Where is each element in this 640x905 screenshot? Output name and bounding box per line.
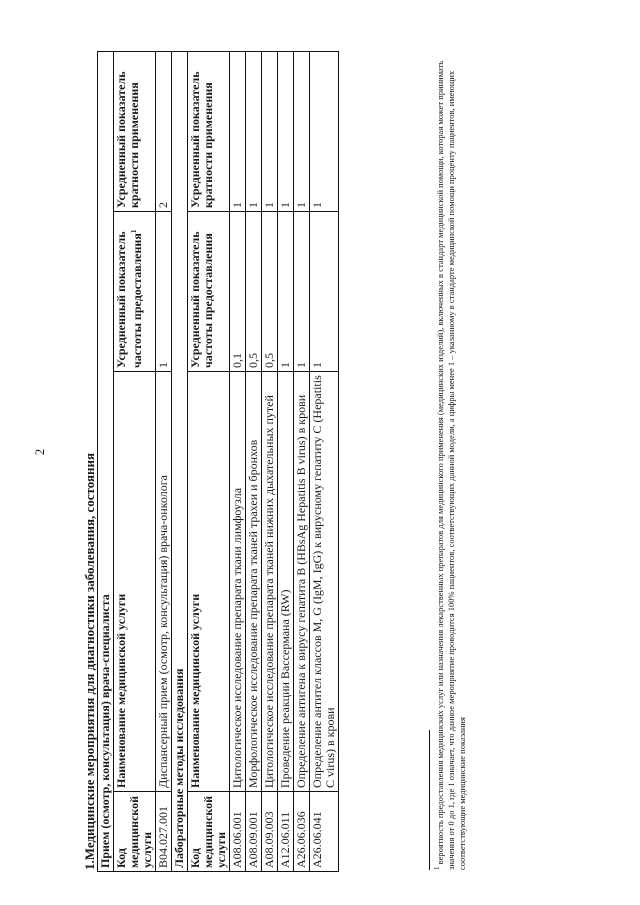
section-title: 1.Медицинские мероприятия для диагностики заболевания, состояния [82,452,97,870]
service-name: Определение антител классов M, G (IgM, IgG) к вирусному гепатиту C (Hepatitis C virus) в крови [310,372,339,792]
service-frequency: 0,1 [230,212,246,372]
table-row [278,51,294,871]
service-frequency: 1 [310,212,339,372]
service-multiplicity: 1 [230,51,246,211]
table-section-row [98,51,114,871]
footnote-marker: 1 [433,866,441,870]
service-frequency: 0,5 [262,212,278,372]
service-code: B04.027.001 [156,792,172,872]
service-frequency: 1 [278,212,294,372]
service-multiplicity: 1 [246,51,262,211]
header-code: Код медицинской услуги [188,792,230,872]
service-name: Определение антигена к вирусу гепатита B (HBsAg Hepatitis B virus) в крови [294,372,310,792]
subsection-title: Лабораторные методы исследования [172,51,188,871]
footnote-marker: 1 [130,229,138,234]
header-frequency: Усредненный показатель частоты предоставления [188,212,230,372]
table-header-row [114,51,156,871]
subsection-title: Прием (осмотр, консультация) врача-специалиста [98,51,114,871]
header-code: Код медицинской услуги [114,792,156,872]
service-name: Диспансерный прием (осмотр, консультация) врача-онколога [156,372,172,792]
header-name: Наименование медицинской услуги [188,372,230,792]
services-table [97,51,339,872]
table-row [230,51,246,871]
footnote-divider [429,730,430,870]
service-code: A26.06.041 [310,792,339,872]
table-row [156,51,172,871]
footnote-text: вероятность предоставления медицинских услуг или назначения лекарственных препаратов для медицинского применения (медицинских изделий), включенных в стандарт медицинской помощи, которая может принимать значения от 0 до 1, где 1 означает, что данное мероприятие проводится 100% пациентов, соответствующих данной модели, а цифры менее 1 – указанному в стандарте медицинской помощи проценту пациентов, имеющих соответствующие медицинские показания [434,60,467,870]
footnote [432,50,468,872]
service-multiplicity: 2 [156,51,172,211]
header-multiplicity: Усредненный показатель кратности применения [114,51,156,211]
service-frequency: 1 [156,212,172,372]
table-row [246,51,262,871]
header-frequency: Усредненный показатель частоты предоставления$^1$ [114,212,156,372]
service-frequency: 1 [294,212,310,372]
service-multiplicity: 1 [278,51,294,211]
table-row [262,51,278,871]
rotated-page-content [60,32,580,872]
table-row [310,51,339,871]
service-name: Морфологическое исследование препарата тканей трахеи и бронхов [246,372,262,792]
service-code: A26.06.036 [294,792,310,872]
service-code: A08.09.003 [262,792,278,872]
header-multiplicity: Усредненный показатель кратности применения [188,51,230,211]
service-code: A08.06.001 [230,792,246,872]
service-frequency: 0,5 [246,212,262,372]
service-multiplicity: 1 [294,51,310,211]
service-name: Цитологическое исследование препарата ткани лимфоузла [230,372,246,792]
page-number: 2 [32,448,47,456]
service-name: Проведение реакции Вассермана (RW) [278,372,294,792]
table-row [294,51,310,871]
service-code: A08.09.001 [246,792,262,872]
table-header-row [188,51,230,871]
service-name: Цитологическое исследование препарата тканей нижних дыхательных путей [262,372,278,792]
header-name: Наименование медицинской услуги [114,372,156,792]
service-multiplicity: 1 [310,51,339,211]
table-section-row [172,51,188,871]
service-multiplicity: 1 [262,51,278,211]
service-code: A12.06.011 [278,792,294,872]
